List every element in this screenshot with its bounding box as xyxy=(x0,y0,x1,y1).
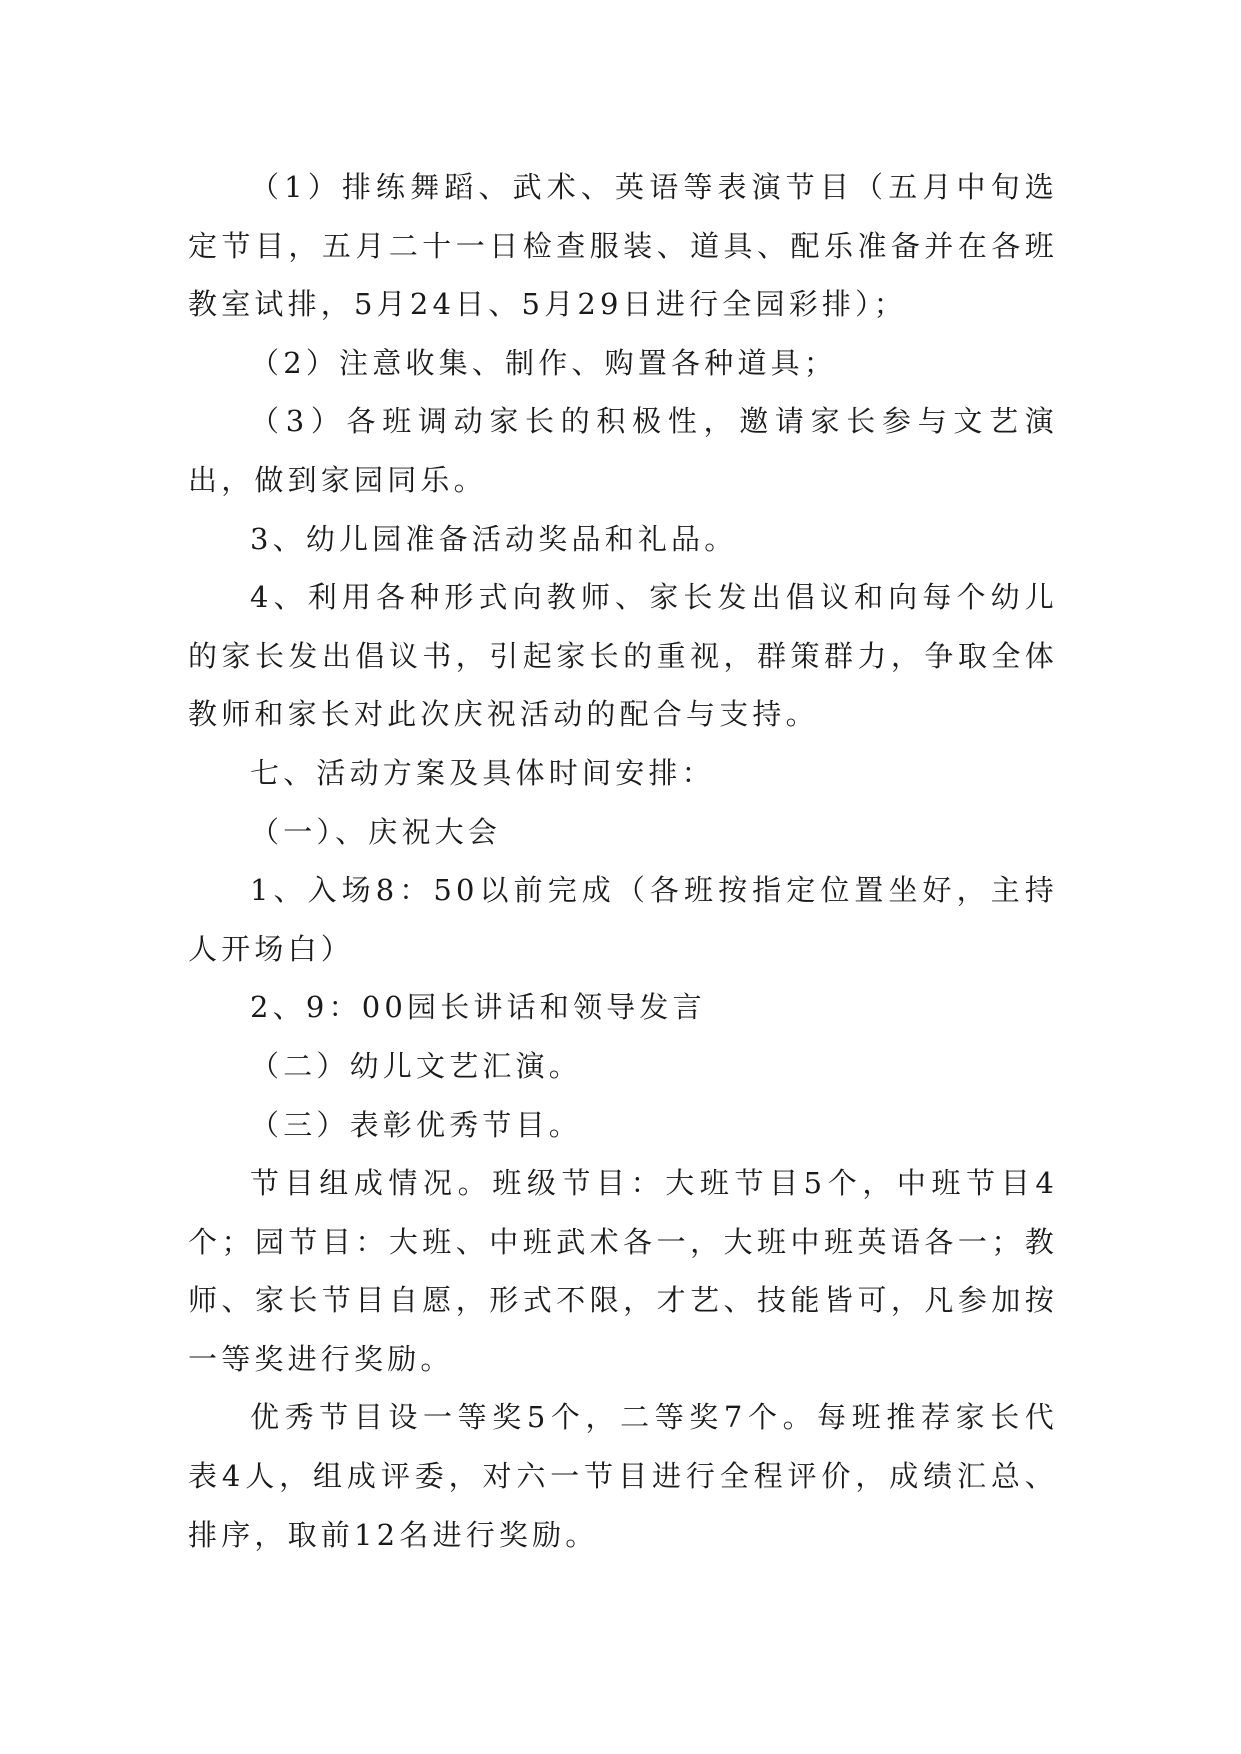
paragraph-program-composition: 节目组成情况。班级节目：大班节目5个，中班节目4个；园节目：大班、中班武术各一，大班中班英语各一；教师、家长节目自愿，形式不限，才艺、技能皆可，凡参加按一等奖进行奖励。 xyxy=(188,1166,1058,1376)
subheading-performance: （二）幼儿文艺汇演。 xyxy=(250,1048,583,1083)
paragraph-prizes: 3、幼儿园准备活动奖品和礼品。 xyxy=(250,521,738,556)
paragraph-entry: 1、入场8：50以前完成（各班按指定位置坐好，主持人开场白） xyxy=(188,873,1058,966)
section-heading-schedule: 七、活动方案及具体时间安排： xyxy=(250,755,715,790)
subheading-commendation: （三）表彰优秀节目。 xyxy=(250,1107,583,1142)
paragraph-proposal: 4、利用各种形式向教师、家长发出倡议和向每个幼儿的家长发出倡议书，引起家长的重视，群策群力，争取全体教师和家长对此次庆祝活动的配合与支持。 xyxy=(188,580,1058,732)
subheading-celebration-meeting: （一）、庆祝大会 xyxy=(250,814,502,849)
paragraph-rehearsal: （1）排练舞蹈、武术、英语等表演节目（五月中旬选定节目，五月二十一日检查服装、道具、配乐准备并在各班教室试排，5月24日、5月29日进行全园彩排）； xyxy=(188,170,1058,322)
paragraph-speeches: 2、9：00园长讲话和领导发言 xyxy=(250,990,706,1025)
document-body xyxy=(188,158,1058,1564)
paragraph-props: （2）注意收集、制作、购置各种道具； xyxy=(250,345,838,380)
paragraph-parent-participation: （3）各班调动家长的积极性，邀请家长参与文艺演出，做到家园同乐。 xyxy=(188,404,1058,497)
paragraph-awards: 优秀节目设一等奖5个，二等奖7个。每班推荐家长代表4人，组成评委，对六一节目进行全程评价，成绩汇总、排序，取前12名进行奖励。 xyxy=(188,1400,1058,1552)
